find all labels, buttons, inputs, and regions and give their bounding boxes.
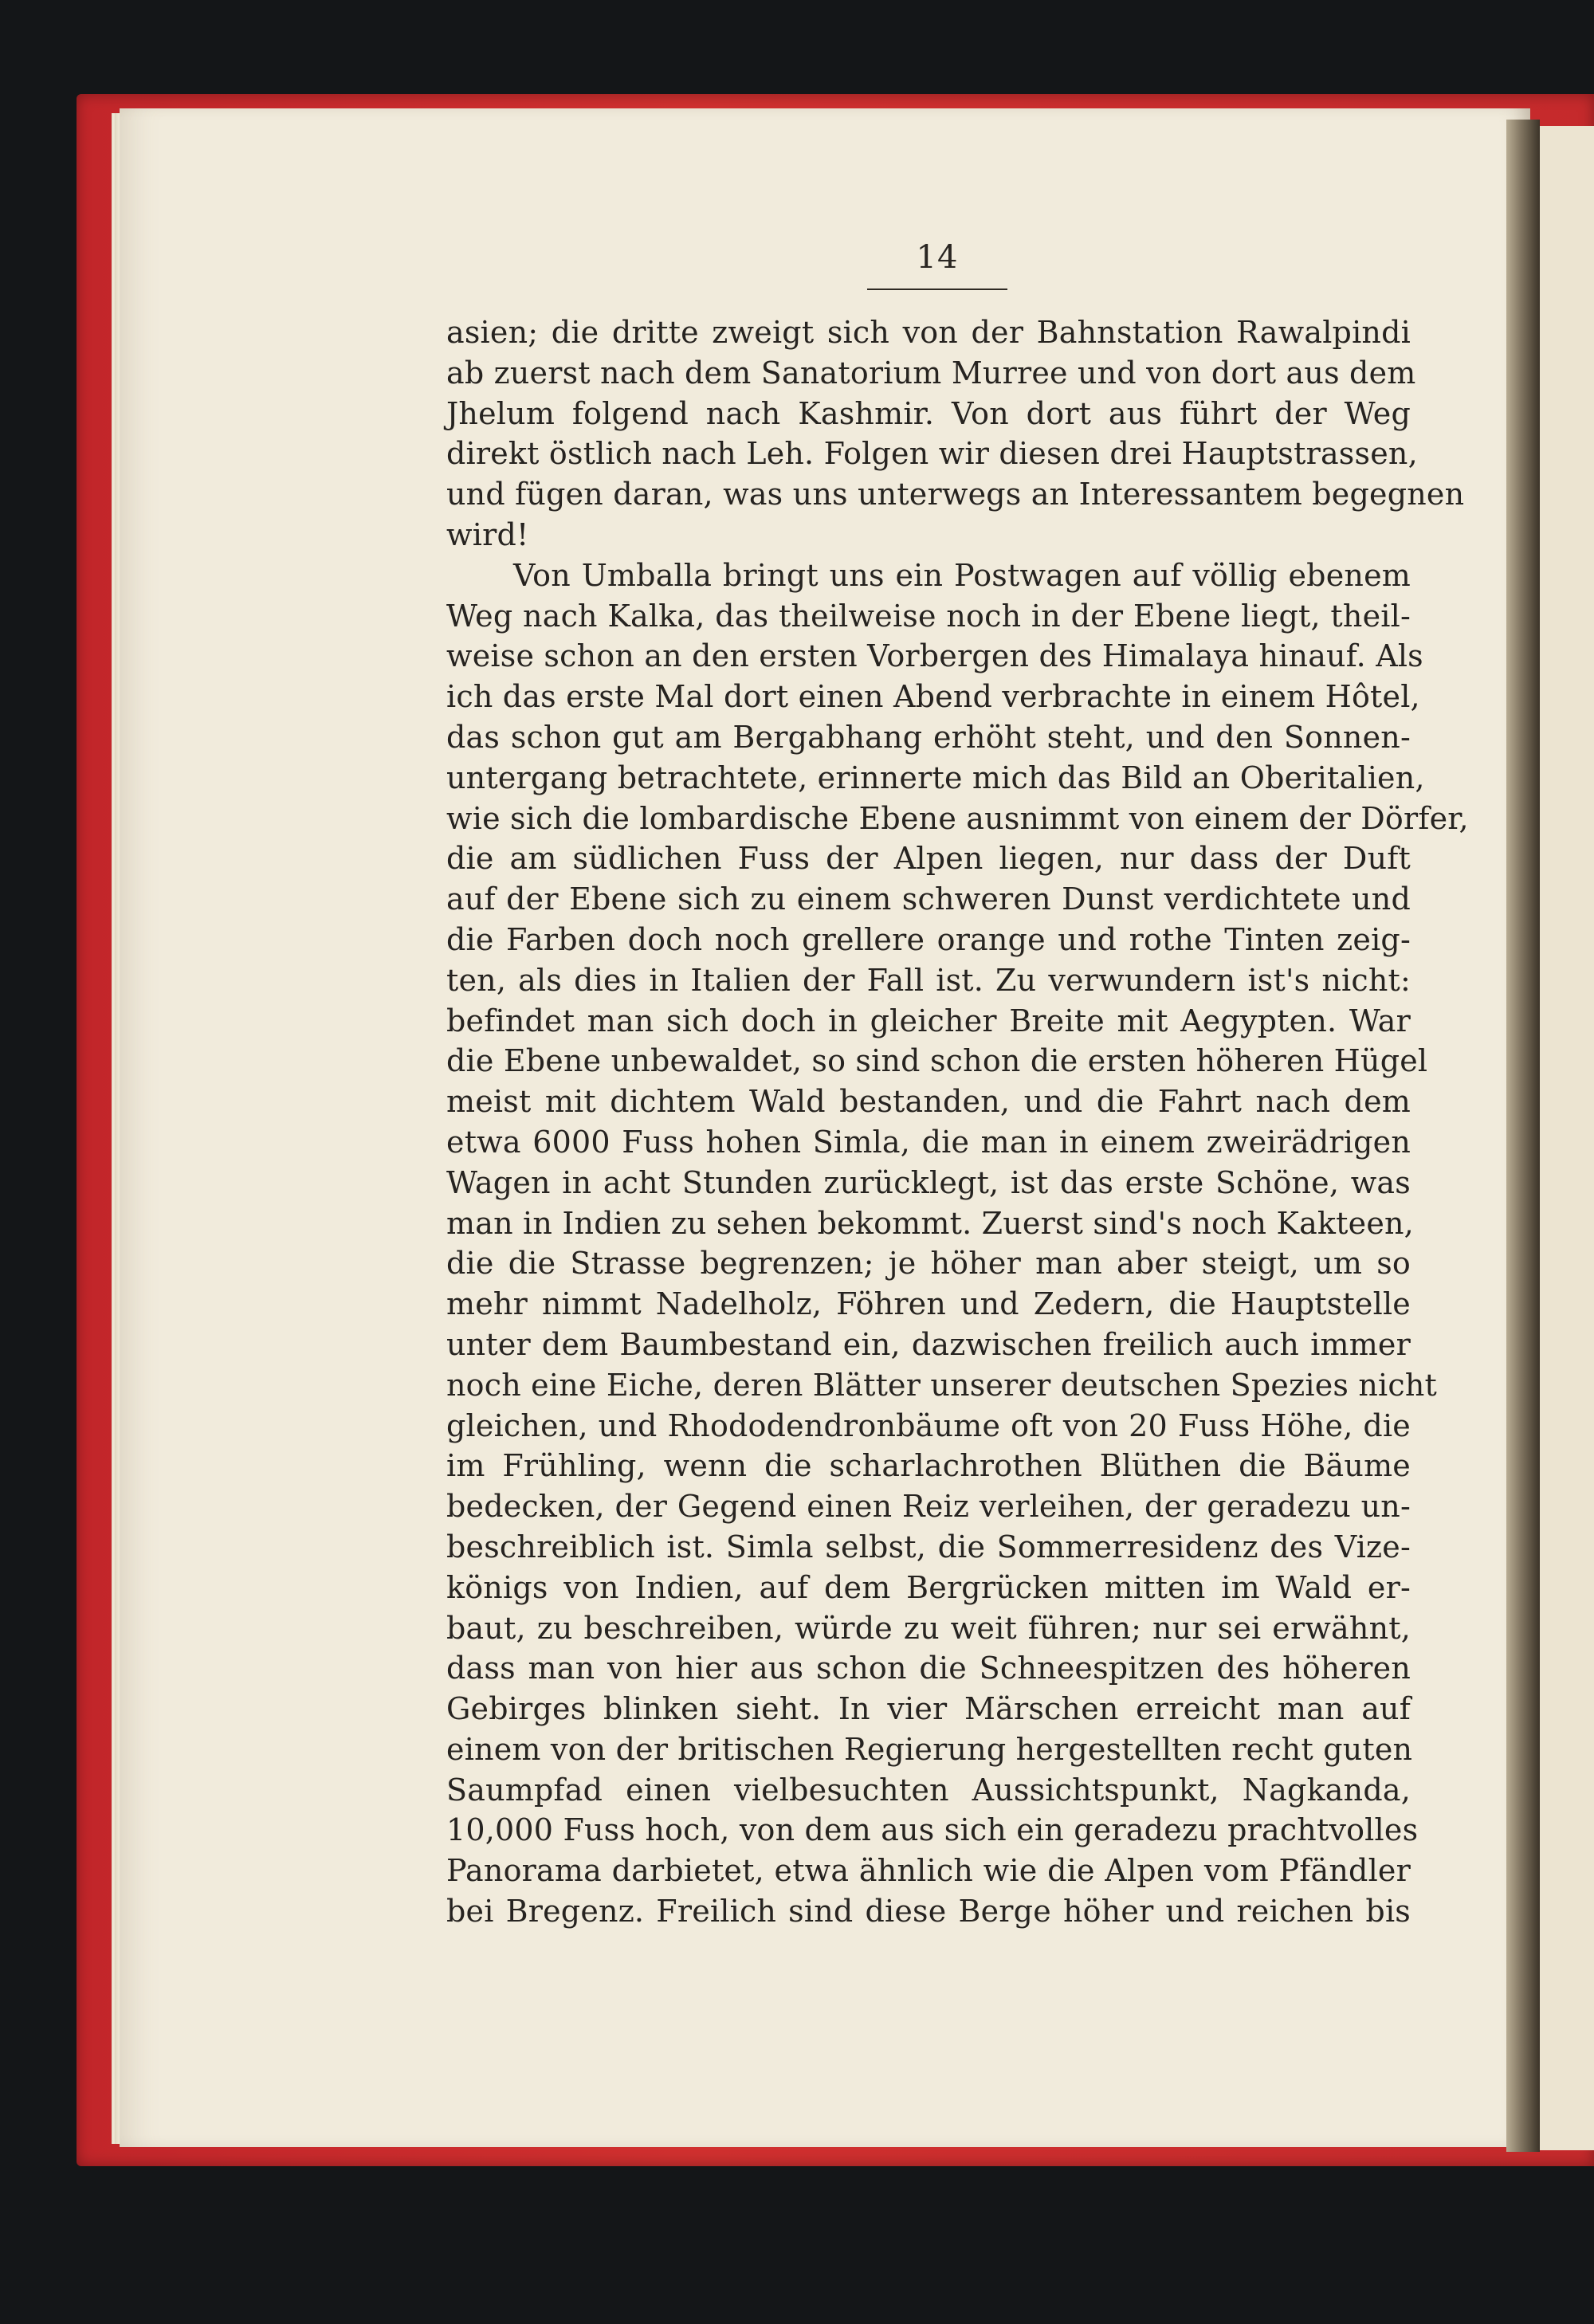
text-line: wie sich die lombardische Ebene ausnimmt von einem der Dörfer,	[446, 800, 1469, 836]
text-line: meist mit dichtem Wald bestanden, und die Fahrt nach dem	[446, 1084, 1411, 1120]
text-line: weise schon an den ersten Vorbergen des Himalaya hinauf. Als	[446, 638, 1423, 674]
text-line: Saumpfad einen vielbesuchten Aussichtspunkt, Nagkanda,	[446, 1772, 1411, 1808]
text-line: im Frühling, wenn die scharlachrothen Blüthen die Bäume	[446, 1448, 1411, 1484]
paragraph-start-line: Von Umballa bringt uns ein Postwagen auf völlig ebenem	[513, 557, 1411, 593]
text-line: Jhelum folgend nach Kashmir. Von dort aus führt der Weg	[446, 395, 1411, 431]
text-line: Panorama darbietet, etwa ähnlich wie die Alpen vom Pfändler	[446, 1853, 1411, 1889]
text-line: man in Indien zu sehen bekommt. Zuerst sind's noch Kakteen,	[446, 1205, 1414, 1241]
book-gutter	[1506, 120, 1540, 2152]
text-line: und fügen daran, was uns unterwegs an Interessantem begegnen	[446, 477, 1465, 512]
text-line: gleichen, und Rhododendronbäume oft von 20 Fuss Höhe, die	[446, 1407, 1411, 1443]
text-line: ten, als dies in Italien der Fall ist. Zu verwundern ist's nicht:	[446, 962, 1411, 998]
text-line: wird!	[446, 516, 529, 552]
text-line: direkt östlich nach Leh. Folgen wir diesen drei Hauptstrassen,	[446, 436, 1418, 472]
text-line: untergang betrachtete, erinnerte mich das Bild an Oberitalien,	[446, 760, 1425, 795]
text-line: asien; die dritte zweigt sich von der Bahnstation Rawalpindi	[446, 315, 1411, 350]
text-line: befindet man sich doch in gleicher Breite mit Aegypten. War	[446, 1003, 1411, 1038]
text-line: dass man von hier aus schon die Schneespitzen des höheren	[446, 1651, 1411, 1686]
facing-page-edge	[1540, 126, 1594, 2150]
text-line: die am südlichen Fuss der Alpen liegen, nur dass der Duft	[446, 841, 1411, 877]
text-line: etwa 6000 Fuss hohen Simla, die man in einem zweirädrigen	[446, 1124, 1411, 1160]
text-line: das schon gut am Bergabhang erhöht steht, und den Sonnen-	[446, 719, 1411, 755]
text-line: noch eine Eiche, deren Blätter unserer deutschen Spezies nicht	[446, 1367, 1438, 1403]
page-number: 14	[916, 239, 959, 276]
text-line: baut, zu beschreiben, würde zu weit führen; nur sei erwähnt,	[446, 1610, 1411, 1646]
text-line: auf der Ebene sich zu einem schweren Dunst verdichtete und	[446, 881, 1411, 917]
text-line: ab zuerst nach dem Sanatorium Murree und von dort aus dem	[446, 355, 1416, 391]
text-line: einem von der britischen Regierung hergestellten recht guten	[446, 1731, 1413, 1767]
body-text	[446, 312, 1469, 1932]
text-line: unter dem Baumbestand ein, dazwischen freilich auch immer	[446, 1326, 1411, 1362]
text-line: königs von Indien, auf dem Bergrücken mitten im Wald er-	[446, 1569, 1411, 1605]
text-line: beschreiblich ist. Simla selbst, die Sommerresidenz des Vize-	[446, 1529, 1411, 1564]
text-line: ich das erste Mal dort einen Abend verbrachte in einem Hôtel,	[446, 679, 1420, 715]
text-line: mehr nimmt Nadelholz, Föhren und Zedern, die Hauptstelle	[446, 1286, 1411, 1322]
text-line: die Ebene unbewaldet, so sind schon die ersten höheren Hügel	[446, 1043, 1428, 1079]
text-line: die Farben doch noch grellere orange und rothe Tinten zeig-	[446, 921, 1411, 957]
text-line: 10,000 Fuss hoch, von dem aus sich ein geradezu prachtvolles	[446, 1812, 1419, 1848]
text-line: Wagen in acht Stunden zurücklegt, ist das erste Schöne, was	[446, 1164, 1411, 1200]
text-line: die die Strasse begrenzen; je höher man aber steigt, um so	[446, 1246, 1411, 1282]
page-number-rule	[867, 289, 1007, 290]
text-line: Weg nach Kalka, das theilweise noch in der Ebene liegt, theil-	[446, 598, 1411, 634]
text-line: Gebirges blinken sieht. In vier Märschen erreicht man auf	[446, 1691, 1411, 1727]
text-line: bedecken, der Gegend einen Reiz verleihen, der geradezu un-	[446, 1489, 1411, 1525]
text-line: bei Bregenz. Freilich sind diese Berge höher und reichen bis	[446, 1894, 1411, 1929]
